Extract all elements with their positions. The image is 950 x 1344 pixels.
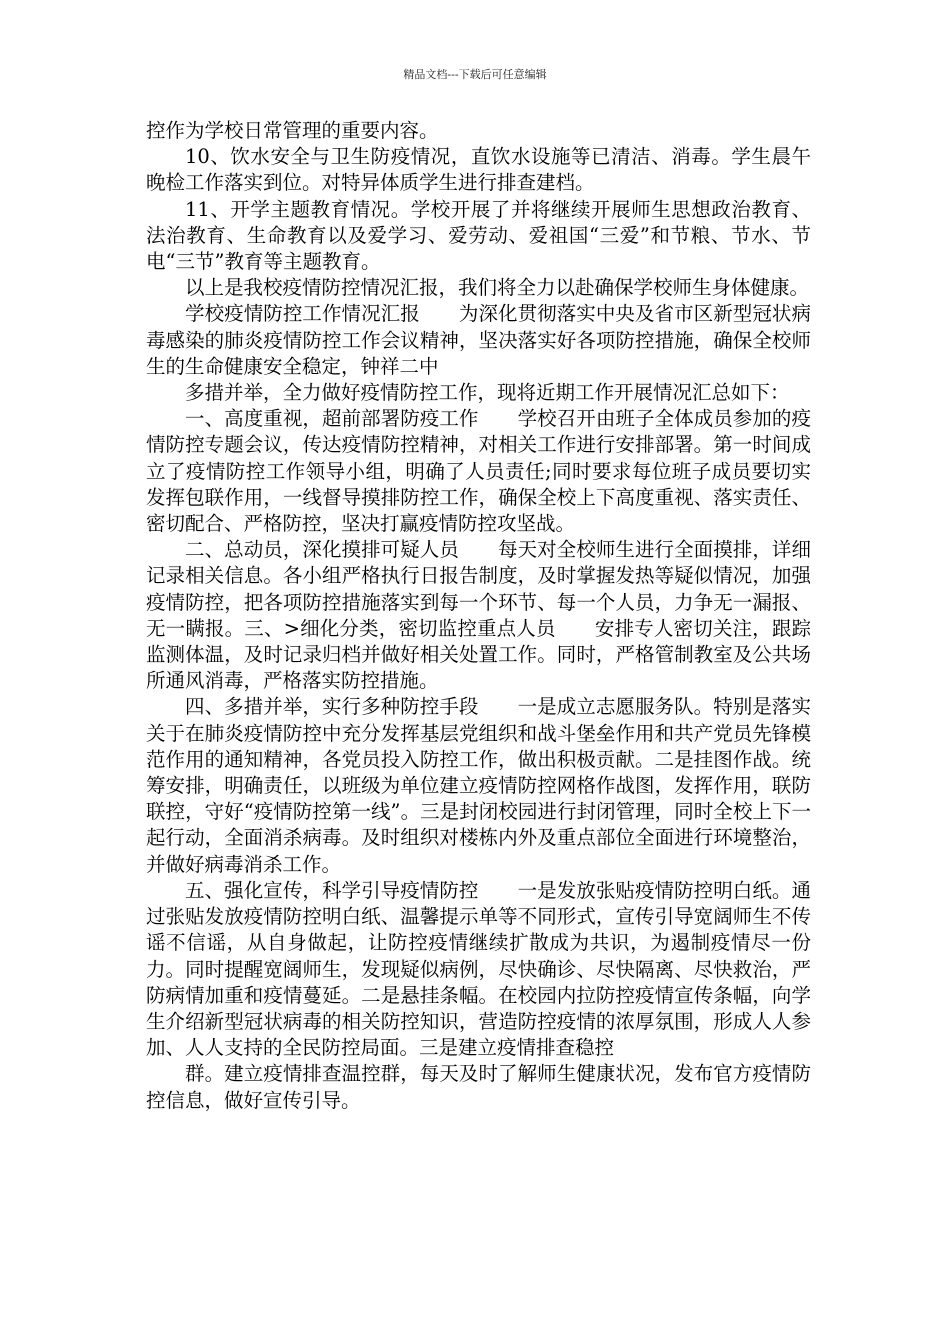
paragraph: 以上是我校疫情防控情况汇报，我们将全力以赴确保学校师生身体健康。: [185, 276, 810, 300]
paragraph: 11、开学主题教育情况。学校开展了并将继续开展师生思想政治教育、法治教育、生命教育以及爱学习、爱劳动、爱祖国“三爱”和节粮、节水、节电“三节”教育等主题教育。: [146, 197, 811, 274]
paragraph: 二、总动员，深化摸排可疑人员 每天对全校师生进行全面摸排，详细记录相关信息。各小组严格执行日报告制度，及时掌握发热等疑似情况，加强疫情防控，把各项防控措施落实到每一个环节、每一个人员，力争无一漏报、无一瞒报。三、>细化分类，密切监控重点人员 安排专人密切关注，跟踪监测体温，及时记录归档并做好相关处置工作。同时，严格管制教室及公共场所通风消毒，严格落实防控措施。: [146, 538, 811, 693]
paragraph: 一、高度重视，超前部署防疫工作 学校召开由班子全体成员参加的疫情防控专题会议，传达疫情防控精神，对相关工作进行安排部署。第一时间成立了疫情防控工作领导小组，明确了人员责任;同时要求每位班子成员要切实发挥包联作用，一线督导摸排防控工作，确保全校上下高度重视、落实责任、密切配合、严格防控，坚决打赢疫情防控攻坚战。: [146, 407, 811, 536]
paragraph: 10、饮水安全与卫生防疫情况，直饮水设施等已清洁、消毒。学生晨午晚检工作落实到位。对特异体质学生进行排查建档。: [146, 145, 811, 195]
paragraph: 群。建立疫情排查温控群，每天及时了解师生健康状况，发布官方疫情防控信息，做好宣传引导。: [146, 1062, 811, 1112]
page-header: 精品文档---下载后可任意编辑: [403, 68, 547, 81]
paragraph: 多措并举，全力做好疫情防控工作，现将近期工作开展情况汇总如下：: [185, 381, 790, 405]
paragraph: 五、强化宣传，科学引导疫情防控 一是发放张贴疫情防控明白纸。通过张贴发放疫情防控明白纸、温馨提示单等不同形式，宣传引导宽阔师生不传谣不信谣，从自身做起，让防控疫情继续扩散成为共识，为遏制疫情尽一份力。同时提醒宽阔师生，发现疑似病例，尽快确诊、尽快隔离、尽快救治，严防病情加重和疫情蔓延。二是悬挂条幅。在校园内拉防控疫情宣传条幅，向学生介绍新型冠状病毒的相关防控知识，营造防控疫情的浓厚氛围，形成人人参加、人人支持的全民防控局面。三是建立疫情排查稳控: [146, 878, 811, 1060]
paragraph: 控作为学校日常管理的重要内容。: [146, 119, 439, 142]
paragraph: 学校疫情防控工作情况汇报 为深化贯彻落实中央及省市区新型冠状病毒感染的肺炎疫情防控工作会议精神，坚决落实好各项防控措施，确保全校师生的生命健康安全稳定，钟祥二中: [146, 302, 811, 378]
document-body: [146, 118, 811, 1114]
paragraph: 四、多措并举，实行多种防控手段 一是成立志愿服务队。特别是落实关于在肺炎疫情防控中充分发挥基层党组织和战斗堡垒作用和共产党员先锋模范作用的通知精神，各党员投入防控工作，做出积极贡献。二是挂图作战。统筹安排，明确责任，以班级为单位建立疫情防控网格作战图，发挥作用，联防联控，守好“疫情防控第一线”。三是封闭校园进行封闭管理，同时全校上下一起行动，全面消杀病毒。及时组织对楼栋内外及重点部位全面进行环境整治，并做好病毒消杀工作。: [146, 695, 811, 876]
